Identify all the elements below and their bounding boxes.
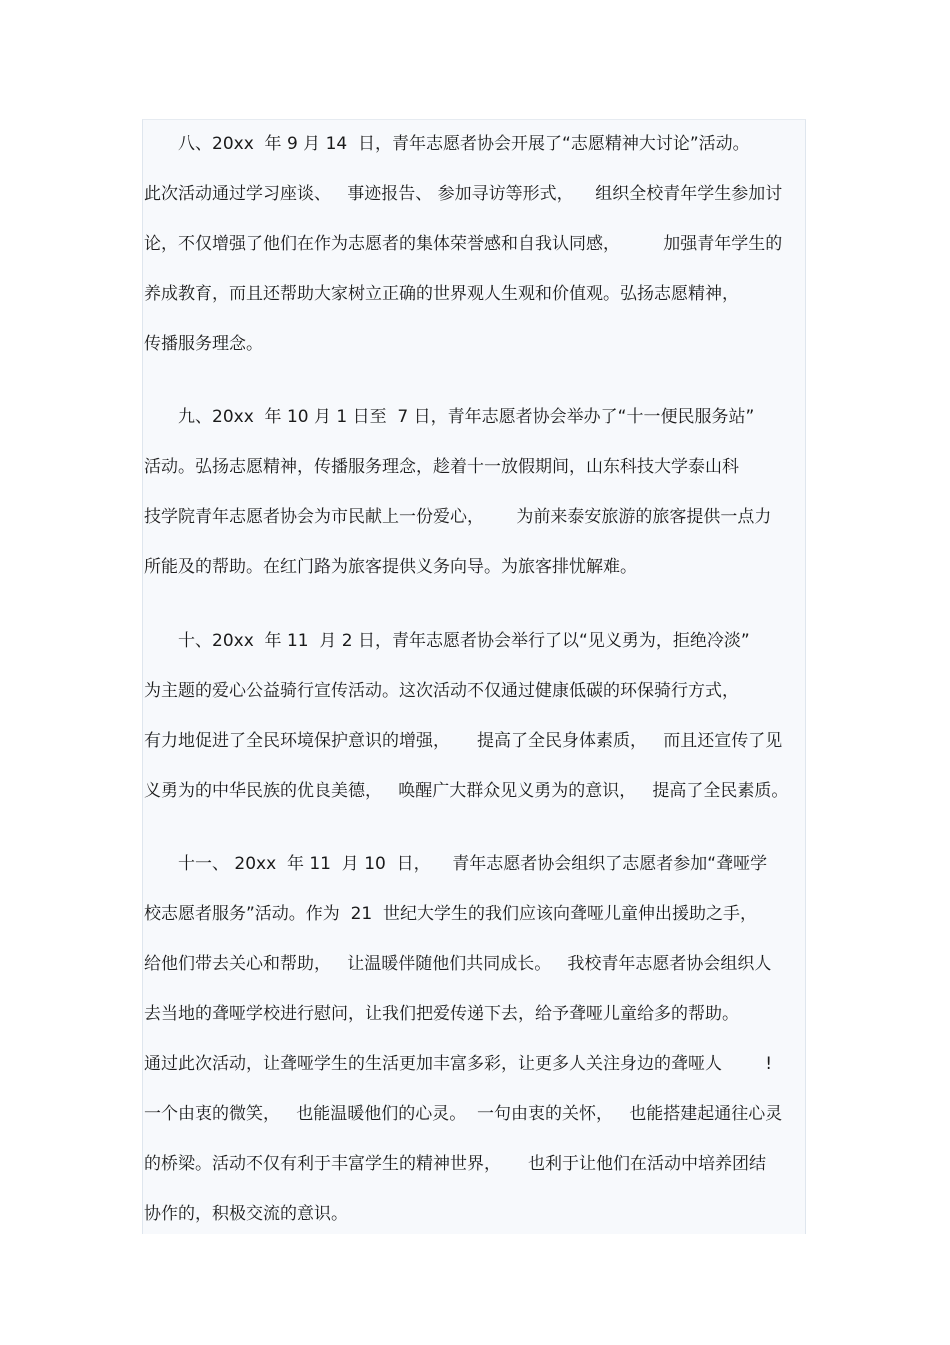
paragraph-1-line-3: 论，不仅增强了他们在作为志愿者的集体荣誉感和自我认同感， 加强青年学生的 [144,234,783,254]
paragraph-3-line-3: 有力地促进了全民环境保护意识的增强， 提高了全民身体素质， 而且还宣传了见 [144,731,783,751]
paragraph-4-line-5: 通过此次活动，让聋哑学生的生活更加丰富多彩，让更多人关注身边的聋哑人 ! [144,1054,773,1074]
paragraph-2-line-4: 所能及的帮助。在红门路为旅客提供义务向导。为旅客排忧解难。 [144,557,637,577]
paragraph-1-line-4: 养成教育，而且还帮助大家树立正确的世界观人生观和价值观。弘扬志愿精神， [144,284,739,304]
paragraph-3-line-4: 义勇为的中华民族的优良美德， 唤醒广大群众见义勇为的意识， 提高了全民素质。 [144,781,789,801]
paragraph-1-line-1: 八、20xx 年 9 月 14 日，青年志愿者协会开展了“志愿精神大讨论”活动。 [144,134,750,154]
paragraph-2-line-3: 技学院青年志愿者协会为市民献上一份爱心， 为前来泰安旅游的旅客提供一点力 [144,507,772,527]
paragraph-4-line-1: 十一、 20xx 年 11 月 10 日， 青年志愿者协会组织了志愿者参加“聋哑学 [144,854,768,874]
paragraph-4-line-4: 去当地的聋哑学校进行慰问，让我们把爱传递下去，给予聋哑儿童给多的帮助。 [144,1004,739,1024]
paragraph-2-line-1: 九、20xx 年 10 月 1 日至 7 日，青年志愿者协会举办了“十一便民服务站” [144,407,755,427]
paragraph-4-line-7: 的桥梁。活动不仅有利于丰富学生的精神世界， 也利于让他们在活动中培养团结 [144,1154,767,1174]
paragraph-4-line-6: 一个由衷的微笑， 也能温暖他们的心灵。 一句由衷的关怀， 也能搭建起通往心灵 [144,1104,783,1124]
paragraph-4-line-3: 给他们带去关心和帮助， 让温暖伴随他们共同成长。 我校青年志愿者协会组织人 [144,954,772,974]
paragraph-3-line-1: 十、20xx 年 11 月 2 日，青年志愿者协会举行了以“见义勇为，拒绝冷淡” [144,631,750,651]
paragraph-4-line-2: 校志愿者服务”活动。作为 21 世纪大学生的我们应该向聋哑儿童伸出援助之手， [144,904,758,924]
paragraph-1-line-5: 传播服务理念。 [144,334,263,354]
paragraph-3-line-2: 为主题的爱心公益骑行宣传活动。这次活动不仅通过健康低碳的环保骑行方式， [144,681,739,701]
paragraph-4-line-8: 协作的，积极交流的意识。 [144,1204,348,1224]
paragraph-1-line-2: 此次活动通过学习座谈、 事迹报告、 参加寻访等形式， 组织全校青年学生参加讨 [144,184,783,204]
paragraph-2-line-2: 活动。弘扬志愿精神，传播服务理念，趁着十一放假期间，山东科技大学泰山科 [144,457,739,477]
